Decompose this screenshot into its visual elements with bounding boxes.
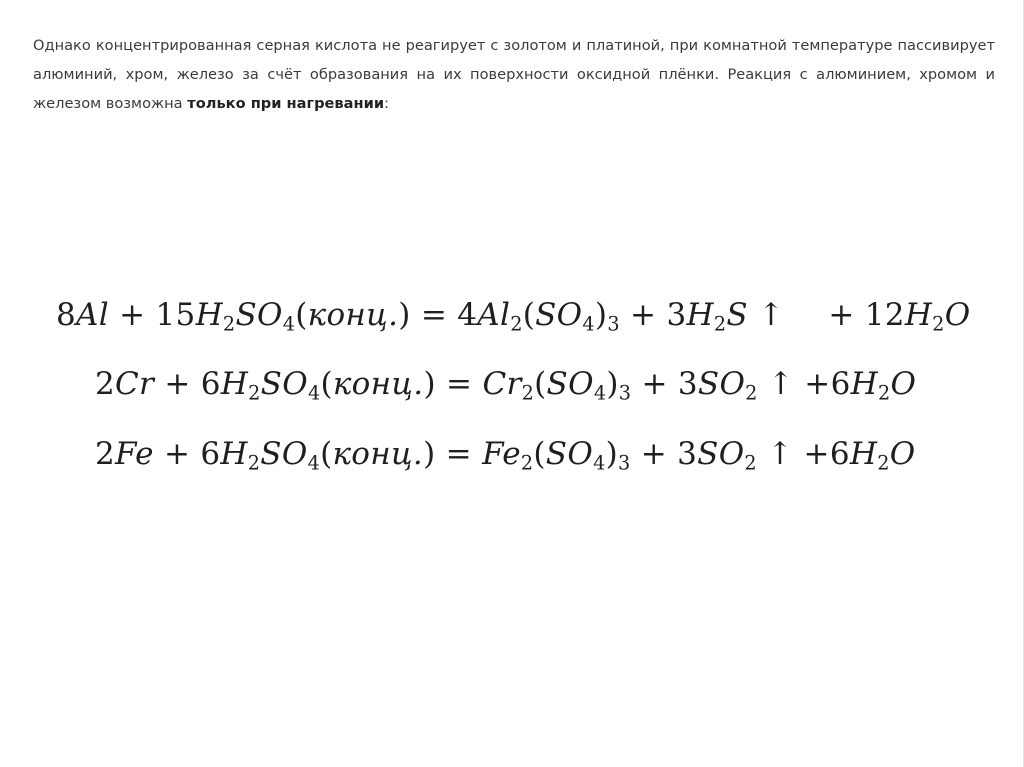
equation-token: 4	[307, 451, 321, 475]
equation-token: O	[944, 297, 971, 333]
equation-token: 2	[510, 312, 523, 336]
equation-token: SO	[546, 366, 594, 402]
equation-token: 2	[932, 312, 945, 336]
equation-token: H	[686, 297, 714, 333]
equation-token: 2	[745, 381, 758, 405]
equation-token: 2	[877, 381, 891, 405]
equation-aluminium: $8Al + 15H_2SO_4(конц.) = 4Al_2(SO_4)_3 + 3H_2S$ ↑ + $12H_2O$	[56, 297, 971, 336]
equation-token: SO	[535, 297, 583, 333]
equation-chromium: $2Cr + 6H_2SO_4(конц.) = Cr_2(SO_4)_3 + 3SO_2$ ↑ $+6H_2O$	[95, 366, 917, 405]
equation-token: 4	[457, 297, 478, 333]
equation-token: O	[890, 366, 917, 402]
equation-token: 4	[593, 451, 606, 475]
equation-token: конц.	[332, 366, 424, 402]
equation-token: конц.	[307, 297, 399, 333]
equation-token: Cr	[115, 366, 155, 402]
equation-token: SO	[260, 436, 308, 472]
equation-token: 3	[607, 312, 620, 336]
equation-token: SO	[697, 436, 745, 472]
equation-token: =	[420, 297, 448, 333]
equation-token: Al	[477, 297, 511, 333]
equation-token: 4	[282, 312, 296, 336]
equation-token: ↑	[767, 436, 794, 472]
equation-token: 15	[155, 297, 196, 333]
equation-token: 8	[56, 297, 77, 333]
equation-token: SO	[697, 366, 746, 402]
equation-token: 3	[677, 436, 698, 472]
equation-token: Al	[76, 297, 109, 333]
equation-token: 2	[248, 381, 261, 405]
equation-token: +	[804, 366, 831, 402]
equation-token: +	[630, 297, 657, 333]
equation-token: 6	[830, 366, 851, 402]
equation-token: +	[119, 297, 146, 333]
equation-token: 6	[200, 366, 221, 402]
equation-token: +	[640, 436, 667, 472]
equation-token: H	[850, 366, 878, 402]
equation-token: H	[220, 366, 249, 402]
equation-token: =	[445, 436, 472, 472]
equation-token: H	[195, 297, 223, 333]
equation-token: конц.	[332, 436, 424, 472]
equation-token: 3	[666, 297, 687, 333]
equation-token: SO	[235, 297, 283, 333]
equation-token: ↑	[767, 366, 795, 402]
equation-token: +	[163, 436, 191, 472]
equation-token: 6	[829, 436, 850, 472]
equation-token: 2	[877, 451, 890, 475]
intro-text: Однако концентрированная серная кислота не реагирует с золотом и платиной, при комнатной температуре пассивирует алюминий, хром, железо за счёт образования на их поверхности оксидной плёнки. Реакция с алюминием, хромом и железом возможна	[33, 37, 995, 112]
equation-token: H	[220, 436, 248, 472]
equation-token: +	[164, 366, 191, 402]
equation-iron: $2Fe + 6H_2SO_4(конц.) = Fe_2(SO_4)_3 + 3SO_2$ ↑ $+6H_2O$	[95, 436, 916, 475]
equation-token: 2	[521, 381, 535, 405]
intro-paragraph	[33, 31, 995, 118]
equation-token: +	[828, 297, 855, 333]
equation-token: SO	[545, 436, 594, 472]
equation-token: 3	[618, 451, 631, 475]
equation-token: Fe	[482, 436, 521, 472]
equation-token: S	[726, 297, 748, 333]
intro-colon: :	[384, 95, 389, 112]
equation-token: 3	[618, 381, 632, 405]
equation-token: ↑	[758, 297, 785, 333]
equation-token: H	[904, 297, 933, 333]
equation-token: 2	[222, 312, 236, 336]
equation-token: 4	[582, 312, 595, 336]
equation-token: +	[641, 366, 668, 402]
equation-token: 4	[593, 381, 607, 405]
intro-bold-text: только при нагревании	[187, 95, 385, 112]
equation-token: 2	[520, 451, 534, 475]
equation-token: 2	[744, 451, 757, 475]
equation-token: SO	[260, 366, 308, 402]
equation-token: 2	[247, 451, 261, 475]
equation-token: 4	[307, 381, 321, 405]
equation-token: Fe	[115, 436, 154, 472]
equation-token: 2	[95, 366, 116, 402]
equation-token: 2	[95, 436, 116, 472]
equation-token: 2	[713, 312, 727, 336]
equation-token: =	[446, 366, 473, 402]
equation-token: O	[889, 436, 916, 472]
equation-token: 12	[864, 297, 905, 333]
equation-token: H	[849, 436, 878, 472]
equation-token: +	[803, 436, 830, 472]
equation-token: 6	[200, 436, 221, 472]
equation-token: Cr	[482, 366, 522, 402]
equation-token: 3	[677, 366, 698, 402]
